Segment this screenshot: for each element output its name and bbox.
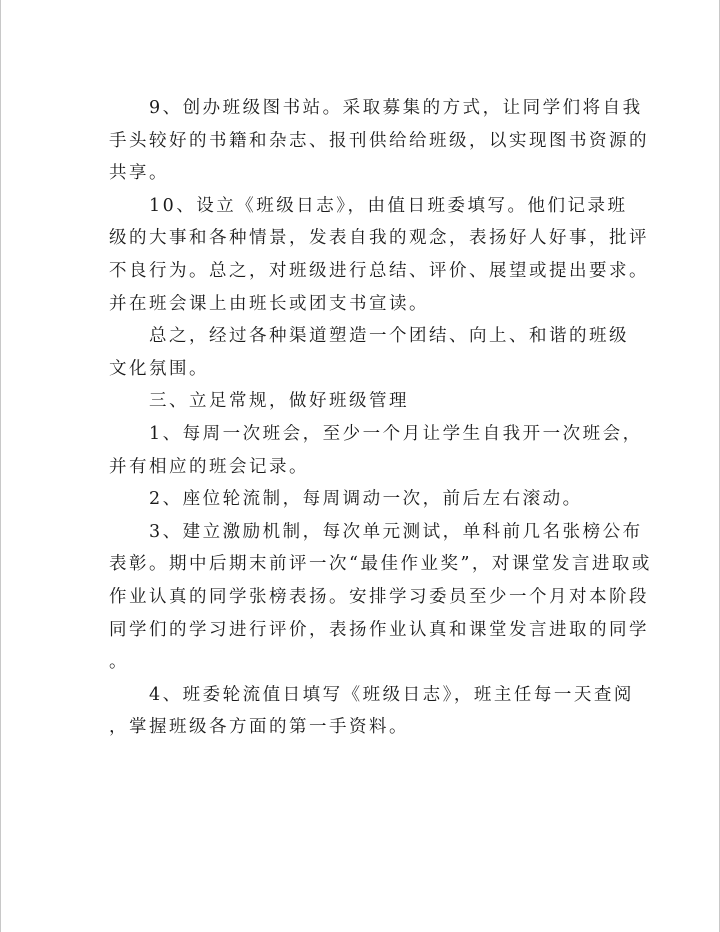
text-line: 表彰。期中后期末前评一次“最佳作业奖”，对课堂发言进取或: [109, 554, 652, 575]
text-line: 1、每周一次班会，至少一个月让学生自我开一次班会，: [109, 423, 643, 444]
text-line: 并在班会课上由班长或团支书宣读。: [109, 293, 429, 314]
paragraph-summary: [109, 320, 629, 385]
text-line: 不良行为。总之，对班级进行总结、评价、展望或提出要求。: [109, 260, 649, 281]
paragraph-duty-log: [109, 679, 634, 744]
text-line: 总之，经过各种渠道塑造一个团结、向上、和谐的班级: [109, 326, 629, 347]
text-line: 并有相应的班会记录。: [109, 456, 309, 477]
section-heading: [109, 385, 621, 418]
text-line: 4、班委轮流值日填写《班级日志》，班主任每一天查阅: [109, 684, 634, 705]
paragraph-seat-rotation: [109, 483, 621, 516]
document-body: [109, 92, 652, 744]
text-line: 共享。: [109, 163, 169, 184]
heading-line: 三、立足常规，做好班级管理: [109, 391, 409, 412]
text-line: 3、建立激励机制，每次单元测试，单科前几名张榜公布: [109, 521, 643, 542]
text-line: ，掌握班级各方面的第一手资料。: [109, 717, 409, 738]
paragraph-class-log: [109, 190, 649, 320]
text-line: 10、设立《班级日志》，由值日班委填写。他们记录班: [109, 195, 628, 216]
text-line: 9、创办班级图书站。采取募集的方式，让同学们将自我: [109, 98, 643, 118]
text-line: 同学们的学习进行评价，表扬作业认真和课堂发言进取的同学: [109, 619, 649, 640]
text-line: 。: [109, 652, 129, 673]
paragraph-incentive: [109, 516, 652, 679]
paragraph-weekly-meeting: [109, 418, 643, 483]
paragraph-library-station: [109, 92, 649, 190]
text-line: 作业认真的同学张榜表扬。安排学习委员至少一个月对本阶段: [109, 586, 649, 607]
text-line: 文化氛围。: [109, 358, 209, 379]
text-line: 手头较好的书籍和杂志、报刊供给给班级，以实现图书资源的: [109, 130, 649, 151]
text-line: 级的大事和各种情景，发表自我的观念，表扬好人好事，批评: [109, 228, 649, 249]
text-line: 2、座位轮流制，每周调动一次，前后左右滚动。: [109, 489, 583, 510]
